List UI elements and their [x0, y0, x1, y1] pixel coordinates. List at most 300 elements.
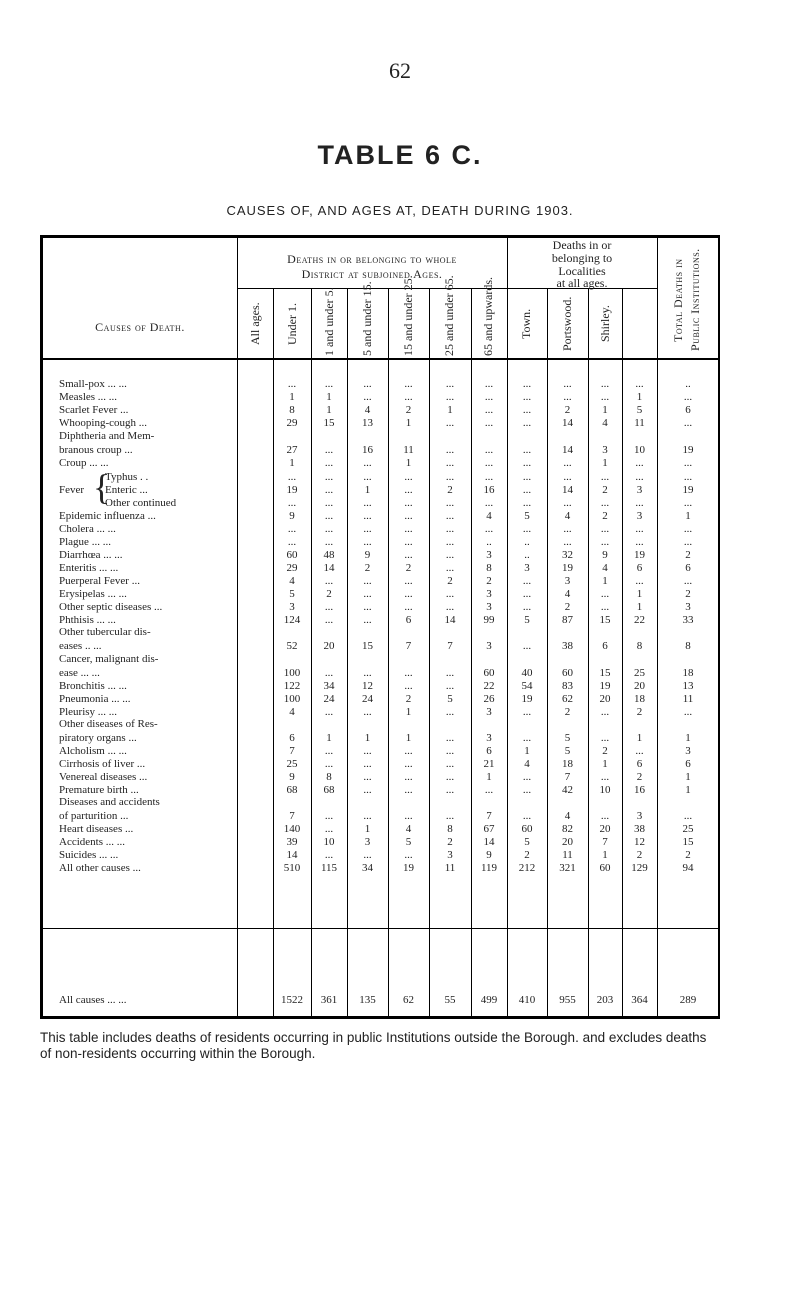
table-cell: 14: [562, 444, 573, 456]
table-cell: 5: [447, 693, 453, 705]
table-cell: ...: [324, 523, 334, 535]
table-cell: ...: [324, 849, 334, 861]
table-cell: 6: [685, 562, 691, 574]
table-cell: 1: [405, 732, 412, 744]
table-cell: 4: [364, 404, 371, 416]
table-cell: 1: [602, 849, 608, 861]
table-cell: ...: [363, 523, 372, 535]
table-cell: ...: [445, 549, 455, 561]
table-cell: 33: [682, 614, 694, 626]
table-row: [43, 823, 719, 837]
total-cell: 55: [444, 994, 456, 1006]
table-cell: 10: [323, 836, 335, 848]
table-cell: ...: [363, 849, 372, 861]
table-cell: ...: [600, 378, 610, 390]
table-cell: 19: [599, 680, 611, 692]
row-label: Other continued: [105, 497, 177, 509]
row-label: Enteritis ... ...: [59, 562, 119, 574]
table-cell: 20: [323, 640, 335, 652]
table-cell: 7: [447, 640, 453, 652]
table-cell: 19: [634, 549, 645, 561]
table-row: [43, 430, 719, 458]
table-cell: 2: [636, 771, 643, 783]
table-cell: ...: [445, 444, 455, 456]
table-row: [43, 836, 719, 850]
table-cell: ...: [445, 745, 455, 757]
table-cell: ...: [404, 667, 413, 679]
table-cell: 22: [483, 680, 495, 692]
table-cell: 52: [286, 640, 298, 652]
table-cell: ...: [404, 745, 413, 757]
total-cell: 361: [320, 994, 338, 1006]
table-cell: 2: [447, 484, 453, 496]
table-cell: 7: [486, 810, 492, 822]
table-cell: 19: [682, 484, 694, 496]
table-cell: 3: [685, 601, 691, 613]
table-cell: ...: [324, 601, 334, 613]
table-cell: 115: [320, 862, 338, 874]
table-cell: 14: [562, 484, 573, 496]
table-row: [43, 536, 719, 550]
table-cell: ...: [600, 771, 610, 783]
table-cell: 3: [486, 640, 492, 652]
table-cell: 3: [486, 601, 492, 613]
table-cell: ...: [563, 471, 572, 483]
table-cell: ..: [524, 536, 530, 548]
table-cell: 7: [289, 745, 295, 757]
table-cell: ...: [445, 536, 455, 548]
table-cell: ...: [445, 471, 455, 483]
page-number: 62: [389, 58, 411, 83]
table-cell: ...: [324, 614, 334, 626]
total-cell: 289: [679, 994, 697, 1006]
col-15-to-25: 15 and under 25.: [401, 275, 415, 356]
table-cell: 140: [283, 823, 301, 835]
table-cell: ...: [445, 562, 455, 574]
table-title: TABLE 6 C.: [317, 140, 483, 170]
table-cell: 100: [283, 693, 301, 705]
table-subtitle: CAUSES OF, AND AGES AT, DEATH DURING 1903.: [226, 203, 574, 218]
table-row: [43, 653, 719, 681]
table-row: [43, 796, 719, 824]
table-cell: 2: [564, 601, 571, 613]
table-cell: 1: [326, 391, 332, 403]
table-cell: ...: [635, 457, 644, 469]
total-cell: 410: [518, 994, 536, 1006]
table-cell: ...: [445, 771, 455, 783]
table-cell: ...: [445, 417, 455, 429]
row-label: Bronchitis ... ...: [59, 680, 127, 692]
table-cell: ...: [404, 849, 413, 861]
table-cell: 9: [486, 849, 492, 861]
table-cell: ...: [404, 758, 413, 770]
table-cell: 34: [362, 862, 373, 874]
table-cell: ...: [404, 536, 413, 548]
table-cell: 20: [634, 680, 645, 692]
table-cell: 60: [599, 862, 611, 874]
table-cell: ...: [445, 523, 455, 535]
row-prefix: Fever: [59, 484, 85, 496]
table-cell: 10: [634, 444, 645, 456]
table-cell: ...: [324, 471, 334, 483]
table-cell: 14: [483, 836, 495, 848]
table-cell: ...: [600, 732, 610, 744]
table-cell: 3: [602, 444, 608, 456]
col-5-to-15: 5 and under 15.: [360, 281, 374, 356]
table-cell: 13: [362, 417, 373, 429]
table-cell: 60: [483, 667, 495, 679]
table-cell: 5: [524, 614, 530, 626]
table-cell: ...: [363, 771, 372, 783]
row-label-first-line: Diseases and accidents: [59, 796, 160, 808]
table-cell: ...: [287, 471, 297, 483]
total-cell: 955: [559, 994, 576, 1006]
table-cell: 3: [524, 562, 530, 574]
table-cell: 14: [444, 614, 456, 626]
table-row: [43, 457, 719, 471]
table-cell: 2: [447, 575, 453, 587]
col-under-1: Under 1.: [285, 303, 299, 345]
row-label: Heart diseases ...: [59, 823, 134, 835]
table-cell: 7: [289, 810, 295, 822]
col-65-upwards: 65 and upwards.: [481, 277, 495, 356]
table-cell: 4: [564, 588, 571, 600]
table-cell: 11: [682, 693, 694, 705]
table-cell: ...: [445, 457, 455, 469]
table-cell: ...: [635, 378, 644, 390]
table-cell: 6: [602, 640, 608, 652]
table-cell: 26: [483, 693, 495, 705]
table-cell: ...: [683, 497, 693, 509]
table-cell: 3: [447, 849, 453, 861]
row-label: eases .. ...: [59, 640, 102, 652]
localities-header-line1: Deaths in or: [552, 238, 612, 252]
table-cell: ...: [484, 457, 494, 469]
table-cell: ...: [522, 471, 532, 483]
table-cell: 29: [286, 562, 298, 574]
table-cell: 14: [323, 562, 335, 574]
table-cell: 3: [636, 484, 643, 496]
table-cell: ...: [404, 771, 413, 783]
table-cell: 7: [564, 771, 571, 783]
table-cell: 14: [286, 849, 298, 861]
table-cell: 1: [685, 771, 691, 783]
row-label: Scarlet Fever ...: [59, 404, 129, 416]
row-label: Croup ... ...: [59, 457, 109, 469]
table-cell: ...: [363, 706, 372, 718]
table-cell: 2: [326, 588, 332, 600]
table-cell: 19: [403, 862, 414, 874]
table-cell: 60: [562, 667, 573, 679]
table-cell: ...: [484, 391, 494, 403]
table-cell: 1: [326, 732, 332, 744]
table-row: [43, 549, 719, 563]
table-cell: ...: [363, 745, 372, 757]
table-row: [43, 575, 719, 589]
table-cell: ...: [484, 404, 494, 416]
table-cell: ...: [363, 601, 372, 613]
table-cell: ...: [363, 391, 372, 403]
table-cell: 2: [405, 404, 412, 416]
table-cell: ...: [287, 523, 297, 535]
table-cell: 119: [480, 862, 498, 874]
table-cell: ...: [600, 471, 610, 483]
table-cell: 4: [602, 417, 608, 429]
table-cell: ...: [445, 497, 455, 509]
table-cell: ...: [445, 588, 455, 600]
row-label: Diarrhœa ... ...: [59, 549, 123, 561]
table-cell: 7: [602, 836, 608, 848]
table-cell: ...: [363, 784, 372, 796]
row-label: Plague ... ...: [59, 536, 111, 548]
table-cell: 62: [562, 693, 573, 705]
table-cell: 5: [636, 404, 643, 416]
table-cell: 3: [564, 575, 571, 587]
row-label: Pleurisy ... ...: [59, 706, 118, 718]
table-cell: 34: [323, 680, 335, 692]
table-cell: 100: [283, 667, 301, 679]
table-cell: ...: [522, 784, 532, 796]
table-cell: 3: [289, 601, 295, 613]
table-row: [43, 417, 719, 431]
table-cell: 25: [286, 758, 298, 770]
table-cell: 5: [564, 732, 571, 744]
total-row-label: All causes ... ...: [59, 994, 127, 1006]
table-cell: ...: [600, 601, 610, 613]
table-cell: 1: [685, 784, 691, 796]
row-label: Small-pox ... ...: [59, 378, 127, 390]
table-cell: ...: [484, 497, 494, 509]
localities-header-line3: Localities: [558, 264, 606, 278]
row-label: Epidemic influenza ...: [59, 510, 156, 522]
ages-group-header-line2: District at subjoined Ages.: [301, 267, 443, 281]
table-cell: 8: [486, 562, 492, 574]
table-cell: ...: [522, 378, 532, 390]
table-cell: ...: [484, 784, 494, 796]
table-row: [43, 471, 719, 485]
table-cell: 3: [636, 510, 643, 522]
table-cell: ...: [363, 471, 372, 483]
table-cell: ...: [600, 523, 610, 535]
table-cell: 4: [602, 562, 608, 574]
table-cell: 5: [289, 588, 295, 600]
row-label: ease ... ...: [59, 667, 100, 679]
table-row: [43, 693, 719, 707]
table-cell: 9: [602, 549, 608, 561]
row-label: piratory organs ...: [59, 732, 137, 744]
table-cell: ...: [324, 667, 334, 679]
table-cell: ...: [522, 640, 532, 652]
table-cell: 1: [636, 732, 643, 744]
table-cell: 5: [405, 836, 412, 848]
table-cell: ...: [522, 497, 532, 509]
table-cell: 14: [562, 417, 573, 429]
table-cell: ...: [683, 810, 693, 822]
table-cell: 15: [323, 417, 335, 429]
table-cell: ...: [563, 523, 572, 535]
row-label: Puerperal Fever ...: [59, 575, 140, 587]
row-label: All other causes ...: [59, 862, 141, 874]
table-cell: ...: [445, 391, 455, 403]
table-cell: 19: [562, 562, 573, 574]
table-cell: ..: [524, 549, 530, 561]
row-label: Venereal diseases ...: [59, 771, 148, 783]
table-cell: ...: [522, 484, 532, 496]
row-label: Accidents ... ...: [59, 836, 125, 848]
table-cell: 40: [521, 667, 533, 679]
table-cell: 4: [289, 575, 295, 587]
table-cell: ...: [683, 471, 693, 483]
table-cell: 6: [289, 732, 295, 744]
table-cell: 99: [483, 614, 495, 626]
total-cell: 499: [480, 994, 498, 1006]
table-cell: 8: [289, 404, 295, 416]
table-cell: 3: [486, 732, 492, 744]
table-row: [43, 862, 719, 876]
table-cell: 68: [323, 784, 335, 796]
table-cell: ...: [635, 745, 644, 757]
row-label: Whooping-cough ...: [59, 417, 147, 429]
table-cell: ...: [404, 378, 413, 390]
total-cell: 203: [596, 994, 614, 1006]
table-cell: 18: [634, 693, 645, 705]
table-cell: 5: [524, 510, 530, 522]
table-cell: ...: [522, 810, 532, 822]
table-cell: 48: [323, 549, 335, 561]
table-cell: ...: [484, 378, 494, 390]
table-cell: ...: [600, 536, 610, 548]
fever-brace: {: [93, 467, 111, 507]
table-cell: 2: [364, 562, 371, 574]
table-row: [43, 523, 719, 537]
table-cell: 1: [636, 391, 643, 403]
table-cell: ...: [600, 588, 610, 600]
table-cell: 6: [636, 758, 643, 770]
table-cell: 38: [634, 823, 645, 835]
table-cell: 1: [524, 745, 530, 757]
table-cell: 25: [682, 823, 694, 835]
table-cell: ...: [287, 497, 297, 509]
table-cell: ...: [324, 575, 334, 587]
row-label-first-line: Other tubercular dis-: [59, 626, 151, 638]
table-cell: ...: [404, 510, 413, 522]
table-cell: 1: [636, 588, 643, 600]
table-cell: ...: [363, 510, 372, 522]
table-cell: 19: [682, 444, 694, 456]
table-cell: ...: [404, 680, 413, 692]
total-cell: 135: [359, 994, 376, 1006]
table-cell: 24: [362, 693, 373, 705]
table-cell: ...: [683, 706, 693, 718]
table-cell: 21: [483, 758, 495, 770]
ages-group-header-line1: Deaths in or belonging to whole: [287, 252, 457, 266]
table-cell: ...: [445, 601, 455, 613]
table-row: [43, 484, 719, 498]
table-cell: ...: [404, 549, 413, 561]
total-cell: 1522: [281, 994, 303, 1006]
row-label: Phthisis ... ...: [59, 614, 116, 626]
table-cell: 2: [685, 588, 691, 600]
table-row: [43, 718, 719, 746]
table-cell: ...: [522, 391, 532, 403]
table-cell: ...: [287, 536, 297, 548]
table-cell: 24: [323, 693, 335, 705]
table-cell: ...: [522, 417, 532, 429]
table-cell: ...: [363, 497, 372, 509]
table-cell: 2: [486, 575, 492, 587]
table-cell: ...: [563, 457, 572, 469]
table-cell: 3: [486, 588, 492, 600]
table-cell: 4: [405, 823, 412, 835]
table-cell: ...: [563, 497, 572, 509]
table-cell: ...: [363, 378, 372, 390]
table-cell: ...: [522, 732, 532, 744]
table-cell: 2: [564, 404, 571, 416]
table-cell: 27: [286, 444, 298, 456]
table-cell: ...: [324, 444, 334, 456]
table-cell: 6: [685, 404, 691, 416]
table-cell: ...: [445, 706, 455, 718]
table-row: [43, 626, 719, 654]
row-label: Suicides ... ...: [59, 849, 119, 861]
table-row: [43, 849, 719, 863]
table-row: [43, 391, 719, 405]
table-cell: 39: [286, 836, 298, 848]
table-cell: ...: [445, 784, 455, 796]
table-cell: ...: [683, 457, 693, 469]
table-cell: 9: [364, 549, 371, 561]
table-row: [43, 758, 719, 772]
table-cell: 6: [486, 745, 492, 757]
table-cell: 15: [682, 836, 694, 848]
row-label: Erysipelas ... ...: [59, 588, 127, 600]
table-cell: 6: [636, 562, 643, 574]
row-label: Other septic diseases ...: [59, 601, 163, 613]
table-cell: 94: [682, 862, 694, 874]
table-cell: 2: [636, 706, 643, 718]
table-cell: 20: [599, 693, 611, 705]
table-cell: 3: [685, 745, 691, 757]
table-cell: 5: [524, 836, 530, 848]
table-cell: 9: [289, 771, 295, 783]
col-25-to-65: 25 and under 65.: [442, 275, 456, 356]
table-cell: 12: [634, 836, 645, 848]
table-cell: ...: [635, 497, 644, 509]
table-cell: ...: [404, 588, 413, 600]
table-cell: ...: [363, 810, 372, 822]
table-cell: ...: [635, 575, 644, 587]
table-cell: 1: [405, 457, 412, 469]
table-cell: 2: [524, 849, 530, 861]
table-cell: ...: [404, 497, 413, 509]
table-cell: 510: [283, 862, 301, 874]
localities-header-line2: belonging to: [551, 251, 613, 265]
table-cell: ..: [486, 536, 492, 548]
table-cell: 54: [521, 680, 533, 692]
table-cell: 3: [636, 810, 643, 822]
row-label: Typhus . .: [105, 471, 149, 483]
table-cell: ...: [324, 823, 334, 835]
table-cell: 42: [562, 784, 573, 796]
table-cell: 212: [518, 862, 536, 874]
table-cell: ...: [363, 457, 372, 469]
table-cell: 32: [562, 549, 573, 561]
table-cell: 9: [289, 510, 295, 522]
table-cell: ...: [324, 745, 334, 757]
table-cell: 10: [599, 784, 611, 796]
total-institutions-header-line2: Public Institutions.: [688, 248, 702, 352]
table-cell: 1: [289, 457, 295, 469]
